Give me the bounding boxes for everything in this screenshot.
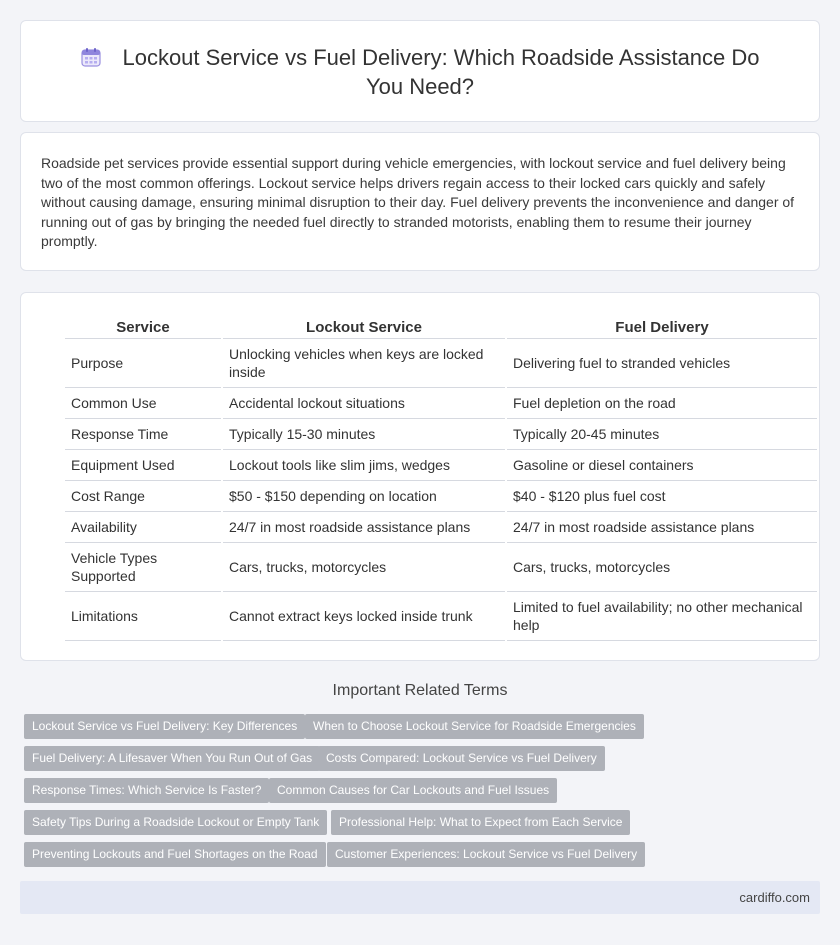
- fuel-cell: Typically 20-45 minutes: [507, 419, 817, 450]
- table-row: [65, 419, 817, 450]
- page-title: Lockout Service vs Fuel Delivery: Which Roadside Assistance Do You Need?: [122, 45, 760, 99]
- footer-site-name: cardiffo.com: [739, 890, 810, 905]
- lockout-cell: Typically 15-30 minutes: [223, 419, 505, 450]
- table-row: [65, 339, 817, 388]
- related-term-tag[interactable]: Safety Tips During a Roadside Lockout or Empty Tank: [24, 810, 327, 835]
- related-term-tag[interactable]: Lockout Service vs Fuel Delivery: Key Differences: [24, 714, 305, 739]
- related-term-tag[interactable]: Fuel Delivery: A Lifesaver When You Run Out of Gas: [24, 746, 320, 771]
- table-row: [65, 450, 817, 481]
- lockout-cell: Cannot extract keys locked inside trunk: [223, 592, 505, 641]
- related-term-tag[interactable]: Customer Experiences: Lockout Service vs Fuel Delivery: [327, 842, 645, 867]
- table-row: [65, 388, 817, 419]
- related-term-tag[interactable]: Costs Compared: Lockout Service vs Fuel Delivery: [318, 746, 605, 771]
- row-label: Vehicle Types Supported: [65, 543, 221, 592]
- header-lockout-service: Lockout Service: [223, 317, 505, 339]
- fuel-cell: 24/7 in most roadside assistance plans: [507, 512, 817, 543]
- table-row: [65, 512, 817, 543]
- fuel-cell: Fuel depletion on the road: [507, 388, 817, 419]
- row-label: Response Time: [65, 419, 221, 450]
- row-label: Cost Range: [65, 481, 221, 512]
- fuel-cell: Delivering fuel to stranded vehicles: [507, 339, 817, 388]
- table-row: [65, 543, 817, 592]
- lockout-cell: Accidental lockout situations: [223, 388, 505, 419]
- row-label: Availability: [65, 512, 221, 543]
- comparison-table-card: [20, 292, 820, 661]
- lockout-cell: Unlocking vehicles when keys are locked inside: [223, 339, 505, 388]
- lockout-cell: 24/7 in most roadside assistance plans: [223, 512, 505, 543]
- fuel-cell: $40 - $120 plus fuel cost: [507, 481, 817, 512]
- calendar-icon: [80, 46, 102, 68]
- title-card: [20, 20, 820, 122]
- comparison-table: [63, 317, 819, 641]
- table-header-row: [65, 317, 817, 339]
- fuel-cell: Cars, trucks, motorcycles: [507, 543, 817, 592]
- related-terms-heading: Important Related Terms: [332, 682, 508, 699]
- lockout-cell: Cars, trucks, motorcycles: [223, 543, 505, 592]
- header-fuel-delivery: Fuel Delivery: [507, 317, 817, 339]
- related-term-tag[interactable]: Response Times: Which Service Is Faster?: [24, 778, 269, 803]
- related-term-tag[interactable]: When to Choose Lockout Service for Roadside Emergencies: [305, 714, 644, 739]
- related-term-tag[interactable]: Common Causes for Car Lockouts and Fuel Issues: [269, 778, 557, 803]
- row-label: Limitations: [65, 592, 221, 641]
- row-label: Equipment Used: [65, 450, 221, 481]
- row-label: Purpose: [65, 339, 221, 388]
- intro-paragraph: Roadside pet services provide essential support during vehicle emergencies, with lockout service and fuel delivery being two of the most common offerings. Lockout service helps drivers regain access to their locked cars quickly and safely without causing damage, ensuring minimal disruption to their day. Fuel delivery prevents the inconvenience and danger of running out of gas by bringing the needed fuel directly to stranded motorists, enabling them to resume their journey promptly.: [41, 155, 795, 249]
- related-term-tag[interactable]: Professional Help: What to Expect from Each Service: [331, 810, 630, 835]
- intro-card: [20, 132, 820, 271]
- header-service: Service: [65, 317, 221, 339]
- related-term-tag[interactable]: Preventing Lockouts and Fuel Shortages on the Road: [24, 842, 326, 867]
- title-wrap: [21, 43, 819, 101]
- lockout-cell: $50 - $150 depending on location: [223, 481, 505, 512]
- fuel-cell: Gasoline or diesel containers: [507, 450, 817, 481]
- lockout-cell: Lockout tools like slim jims, wedges: [223, 450, 505, 481]
- row-label: Common Use: [65, 388, 221, 419]
- fuel-cell: Limited to fuel availability; no other mechanical help: [507, 592, 817, 641]
- table-row: [65, 592, 817, 641]
- footer: [20, 881, 820, 914]
- table-row: [65, 481, 817, 512]
